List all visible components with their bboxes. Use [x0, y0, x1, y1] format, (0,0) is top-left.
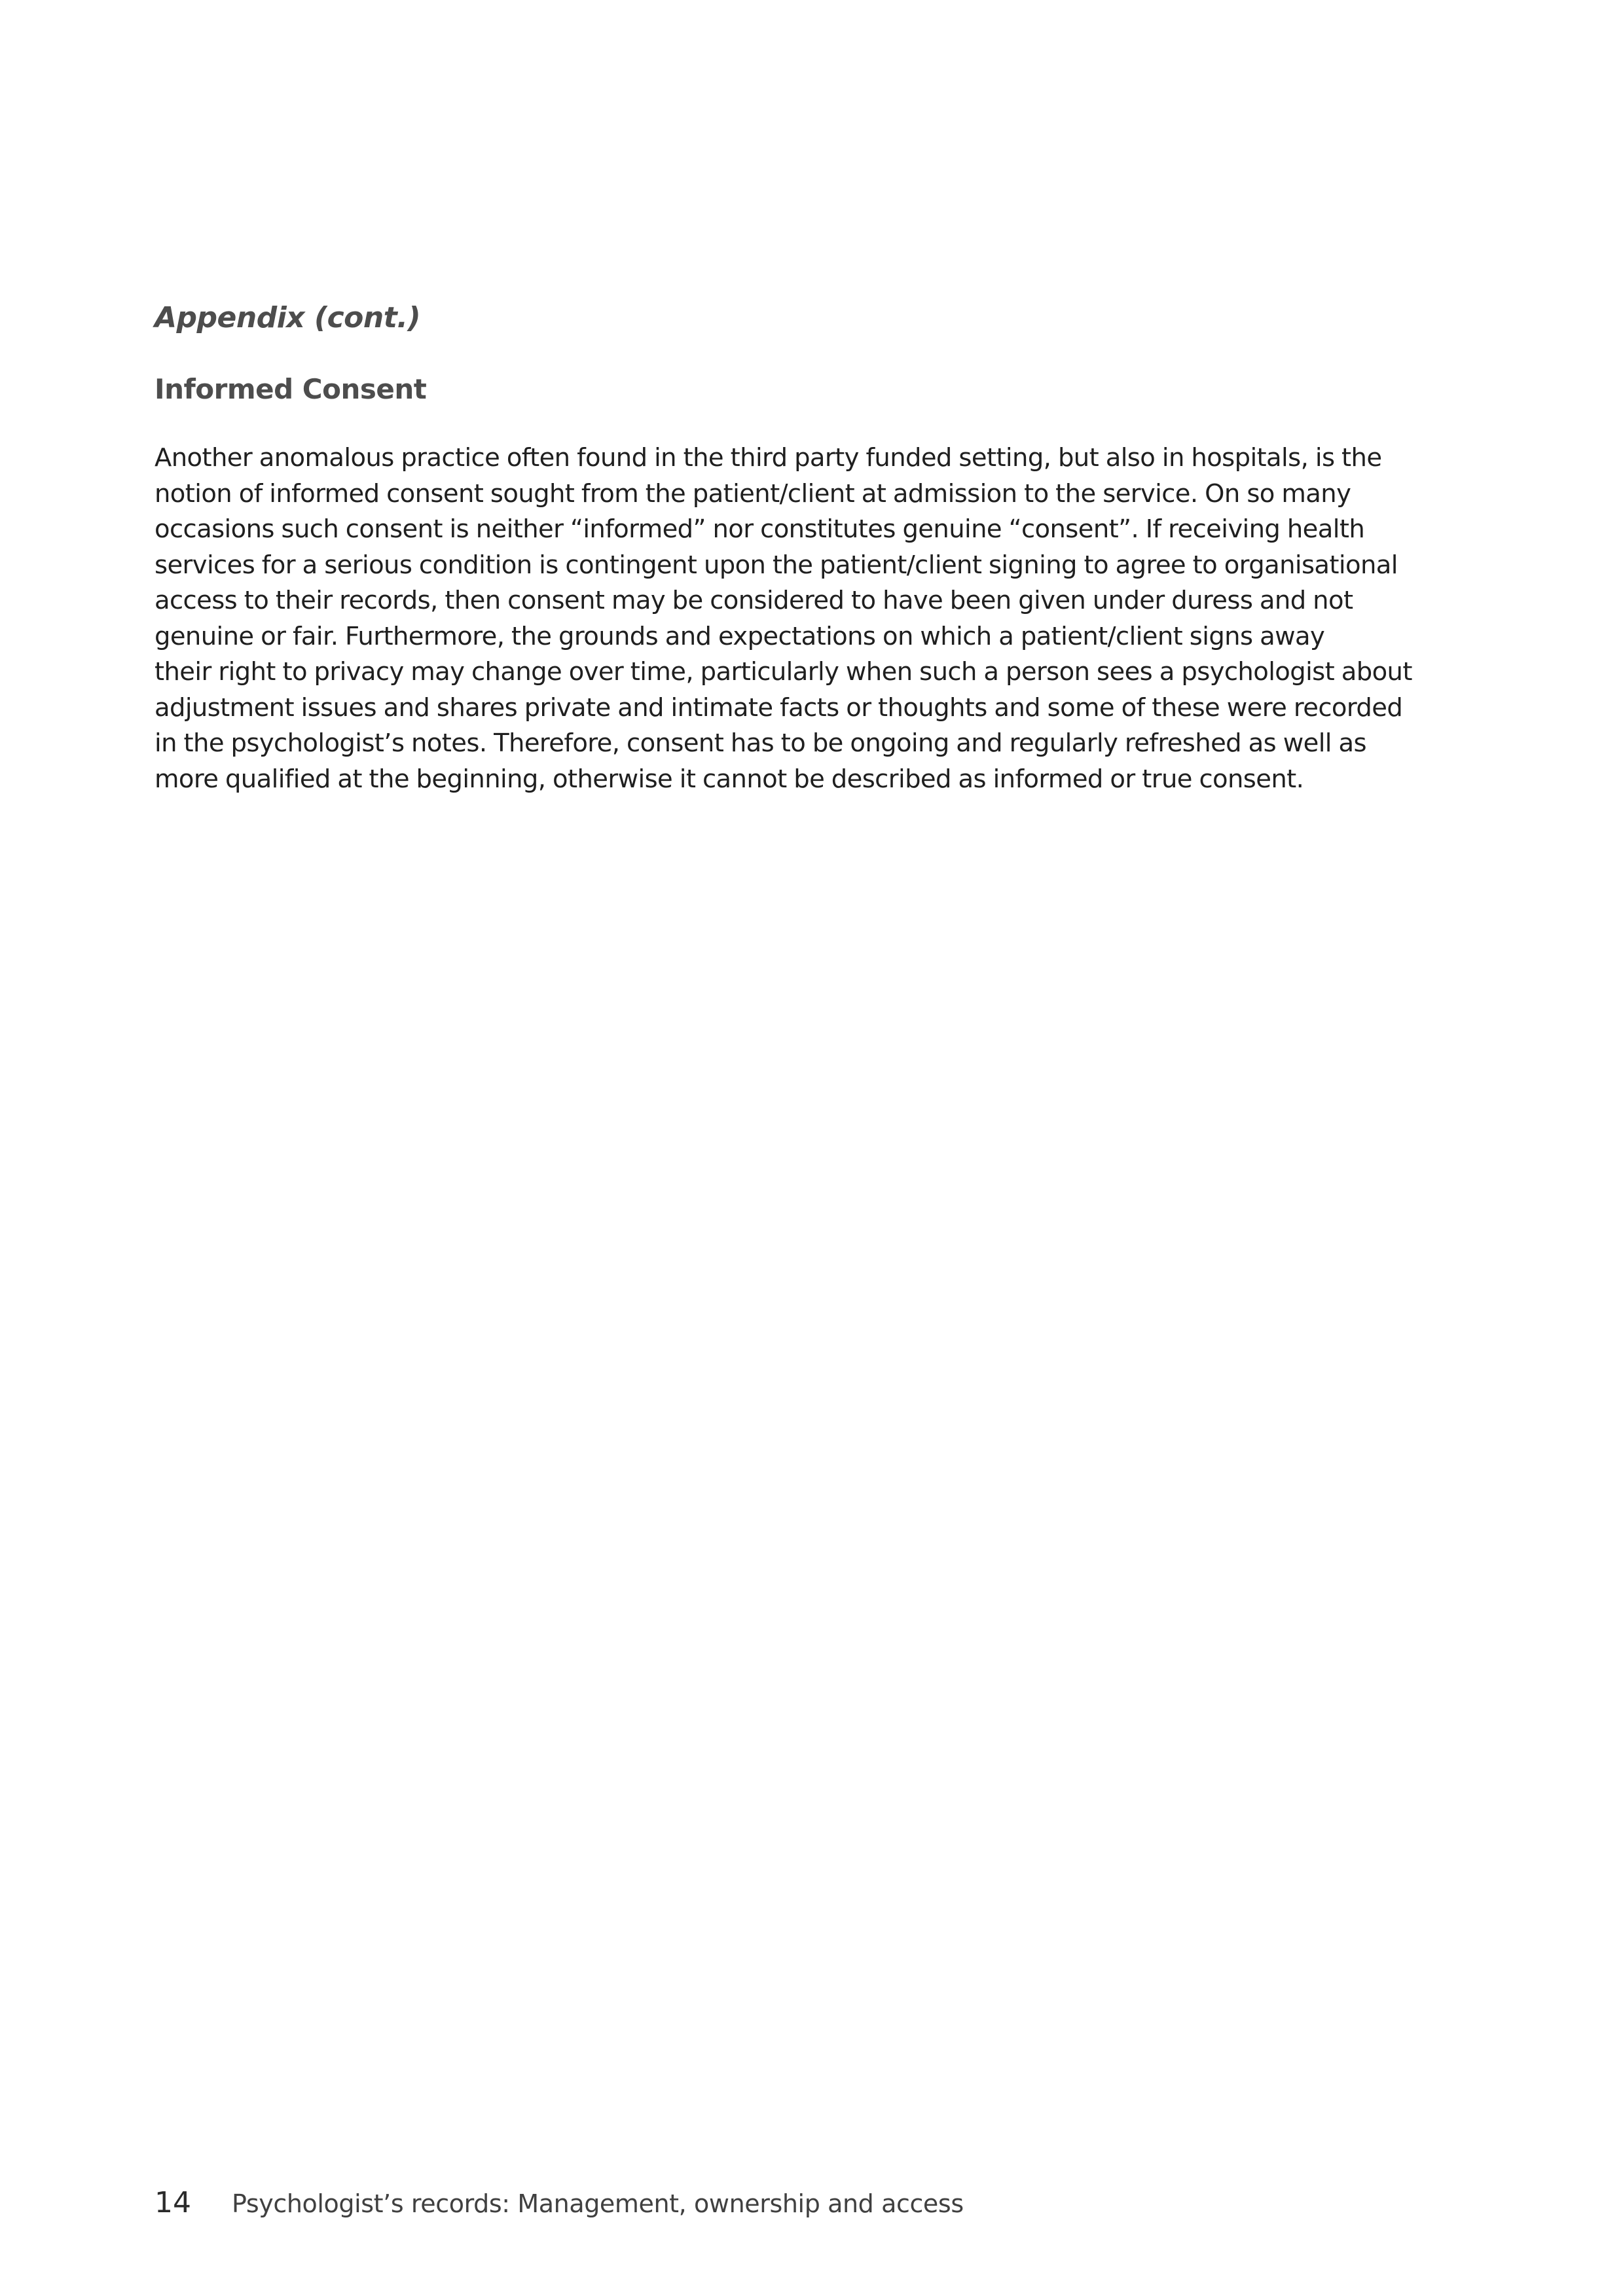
appendix-heading: Appendix (cont.): [155, 301, 421, 334]
body-paragraph: [155, 440, 1470, 797]
paragraph-line: more qualified at the beginning, otherwise it cannot be described as informed or true consent.: [155, 764, 1304, 794]
paragraph-line: occasions such consent is neither “informed” nor constitutes genuine “consent”. If receiving health: [155, 514, 1365, 544]
paragraph-line: access to their records, then consent may be considered to have been given under duress and not: [155, 586, 1353, 615]
paragraph-line: notion of informed consent sought from the patient/client at admission to the service. On so many: [155, 478, 1351, 509]
section-heading: Informed Consent: [155, 373, 427, 405]
paragraph-line: genuine or fair. Furthermore, the grounds and expectations on which a patient/client signs away: [155, 621, 1325, 651]
paragraph-line: Another anomalous practice often found in the third party funded setting, but also in hospitals, is the: [155, 443, 1382, 473]
paragraph-line: adjustment issues and shares private and intimate facts or thoughts and some of these were recorded: [155, 692, 1403, 723]
footer-title: Psychologist’s records: Management, ownership and access: [232, 2189, 964, 2218]
paragraph-line: services for a serious condition is contingent upon the patient/client signing to agree to organisational: [155, 550, 1398, 580]
paragraph-line: their right to privacy may change over time, particularly when such a person sees a psychologist about: [155, 657, 1412, 687]
paragraph-line: in the psychologist’s notes. Therefore, consent has to be ongoing and regularly refreshed as well as: [155, 728, 1366, 758]
page-footer: [155, 2185, 964, 2222]
page-number: 14: [155, 2186, 191, 2219]
page-content: [155, 298, 1470, 797]
